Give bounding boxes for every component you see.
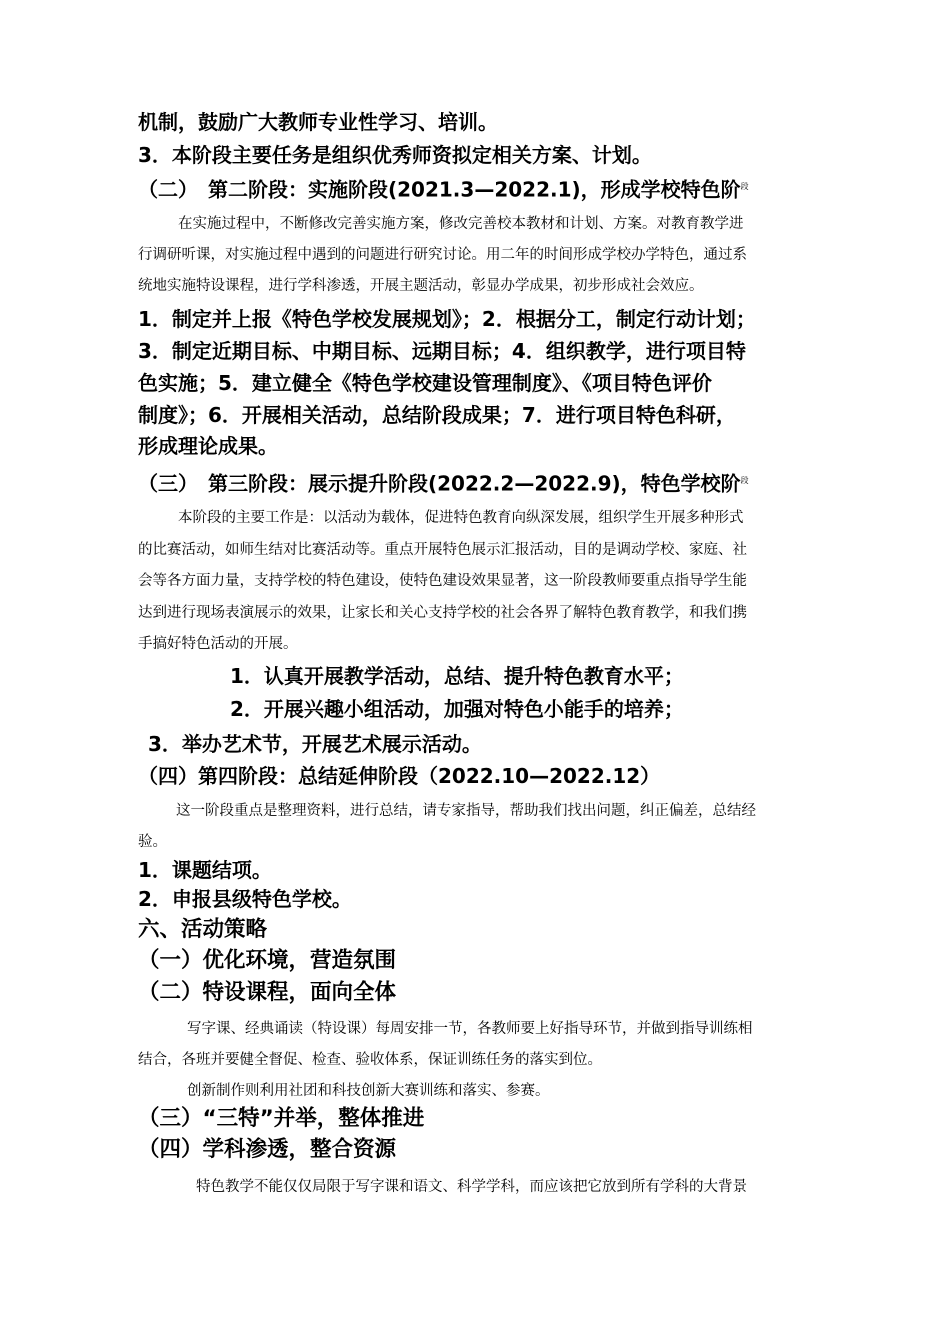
- text-line: 1．课题结项。: [138, 858, 272, 882]
- section-heading: 六、活动策略: [138, 917, 268, 942]
- subsection-heading: （四）学科渗透，整合资源: [138, 1137, 397, 1162]
- text-line: 3．制定近期目标、中期目标、远期目标；4．组织教学，进行项目特: [138, 339, 746, 363]
- text-line: 机制，鼓励广大教师专业性学习、培训。: [138, 110, 498, 134]
- paragraph-line: 特色教学不能仅仅局限于写字课和语文、科学学科，而应该把它放到所有学科的大背景: [196, 1179, 747, 1195]
- text-line: 1．认真开展教学活动，总结、提升特色教育水平；: [230, 664, 684, 688]
- paragraph-line: 创新制作则利用社团和科技创新大赛训练和落实、参赛。: [187, 1083, 550, 1099]
- paragraph-line: 会等各方面力量，支持学校的特色建设，使特色建设效果显著，这一阶段教师要重点指导学生能: [138, 573, 747, 589]
- text-line: 3．本阶段主要任务是组织优秀师资拟定相关方案、计划。: [138, 143, 652, 167]
- phase-four-heading: （四）第四阶段：总结延伸阶段（2022.10—2022.12）: [138, 764, 661, 788]
- paragraph-line: 统地实施特设课程，进行学科渗透，开展主题活动，彰显办学成果，初步形成社会效应。: [138, 278, 704, 294]
- paragraph-line: 的比赛活动，如师生结对比赛活动等。重点开展特色展示汇报活动，目的是调动学校、家庭、社: [138, 542, 747, 558]
- text-line: 形成理论成果。: [138, 434, 278, 458]
- text-line: 1．制定并上报《特色学校发展规划》；2．根据分工，制定行动计划；: [138, 307, 756, 331]
- subsection-heading: （三）“三特”并举，整体推进: [138, 1106, 425, 1131]
- paragraph-line: 这一阶段重点是整理资料，进行总结，请专家指导，帮助我们找出问题，纠正偏差，总结经: [176, 803, 756, 819]
- paragraph-line: 写字课、经典诵读（特设课）每周安排一节，各教师要上好指导环节，并做到指导训练相: [187, 1021, 753, 1037]
- subsection-heading: （一）优化环境，营造氛围: [138, 948, 397, 973]
- phase-two-heading: （二） 第二阶段：实施阶段(2021.3—2022.1)，形成学校特色阶$^段$: [138, 177, 749, 202]
- text-line: 2．申报县级特色学校。: [138, 887, 352, 911]
- paragraph-line: 行调研听课，对实施过程中遇到的问题进行研究讨论。用二年的时间形成学校办学特色，通过系: [138, 247, 747, 263]
- text-line: 色实施；5．建立健全《特色学校建设管理制度》、《项目特色评价: [138, 371, 712, 395]
- text-line: 制度》；6．开展相关活动，总结阶段成果；7．进行项目特色科研，: [138, 403, 736, 427]
- paragraph-line: 本阶段的主要工作是：以活动为载体，促进特色教育向纵深发展，组织学生开展多种形式: [178, 510, 744, 526]
- paragraph-line: 结合，各班并要健全督促、检查、验收体系，保证训练任务的落实到位。: [138, 1052, 602, 1068]
- text-line: 3．举办艺术节，开展艺术展示活动。: [148, 732, 482, 756]
- subsection-heading: （二）特设课程，面向全体: [138, 980, 397, 1005]
- paragraph-line: 手搞好特色活动的开展。: [138, 636, 298, 652]
- paragraph-line: 在实施过程中，不断修改完善实施方案，修改完善校本教材和计划、方案。对教育教学进: [178, 216, 744, 232]
- paragraph-line: 达到进行现场表演展示的效果，让家长和关心支持学校的社会各界了解特色教育教学，和我们携: [138, 605, 747, 621]
- phase-three-heading: （三） 第三阶段：展示提升阶段(2022.2—2022.9)，特色学校阶$^段$: [138, 471, 749, 496]
- text-line: 2．开展兴趣小组活动，加强对特色小能手的培养；: [230, 697, 684, 721]
- paragraph-line: 验。: [138, 834, 167, 850]
